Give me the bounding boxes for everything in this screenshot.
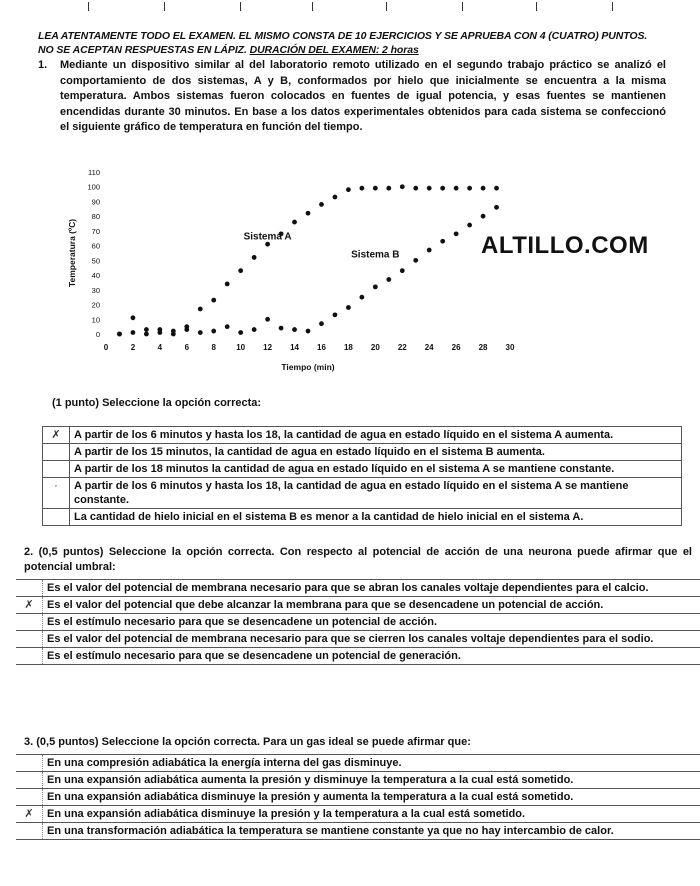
sistema-b-point (184, 324, 189, 329)
question-1 (38, 58, 666, 136)
sistema-a-point (373, 186, 378, 191)
sistema-b-point (481, 214, 486, 219)
sistema-b-point (467, 223, 472, 228)
x-tick-label: 28 (478, 343, 488, 352)
x-tick-label: 24 (424, 343, 434, 352)
sistema-a-point (454, 186, 459, 191)
sistema-b-point (386, 277, 391, 282)
option-row[interactable] (43, 444, 682, 461)
sistema-a-point (252, 255, 257, 260)
answer-mark[interactable] (16, 772, 43, 789)
sistema-a-point (333, 195, 338, 200)
temperature-chart (60, 160, 530, 380)
option-row[interactable] (16, 631, 700, 648)
option-row[interactable] (43, 478, 682, 509)
y-tick-label: 40 (91, 271, 100, 281)
question-1-text: Mediante un dispositivo similar al del laboratorio remoto utilizado en el segundo trabajo práctico se analizó el comportamiento de dos sistemas, A y B, conformados por hielo que inicialmente se encuentra a la misma temperatura. Ambos sistemas fueron colocados en fuentes de igual potencia, y esas fuentes se mantienen encendidas durante 30 minutos. En base a los datos experimentales obtenidos para cada sistema se confeccionó el siguiente gráfico de temperatura en función del tiempo. (60, 59, 666, 133)
x-tick-label: 2 (130, 343, 136, 352)
y-axis-label: Temperatura (ºC) (67, 218, 77, 288)
sistema-b-label: Sistema B (351, 249, 400, 261)
sistema-a-point (413, 186, 418, 191)
sistema-b-point (117, 332, 122, 337)
x-tick-label: 12 (263, 343, 273, 352)
sistema-b-point (144, 332, 149, 337)
option-text: La cantidad de hielo inicial en el sistema B es menor a la cantidad de hielo inicial en el sistema A. (70, 509, 682, 526)
question-3-options (16, 754, 700, 840)
x-tick-label: 22 (397, 343, 407, 352)
option-text: En una expansión adiabática disminuye la presión y aumenta la temperatura a la cual está sometido. (43, 789, 700, 806)
sistema-b-point (440, 239, 445, 244)
sistema-b-point (131, 330, 136, 335)
option-text: Es el valor del potencial que debe alcanzar la membrana para que se desencadene un potencial de acción. (43, 597, 700, 614)
sistema-b-point (171, 332, 176, 337)
sistema-a-point (306, 211, 311, 216)
sistema-a-point (427, 186, 432, 191)
y-tick-label: 20 (91, 300, 100, 310)
x-tick-label: 4 (157, 343, 163, 352)
header-line-2 (38, 44, 678, 58)
sistema-a-point (481, 186, 486, 191)
x-tick-label: 26 (451, 343, 461, 352)
question-1-points: (1 punto) Seleccione la opción correcta: (52, 397, 262, 409)
question-1-options (42, 426, 682, 526)
answer-mark[interactable] (16, 823, 43, 840)
exam-duration: DURACIÓN DEL EXAMEN: 2 horas (249, 43, 419, 56)
x-tick-label: 30 (505, 343, 515, 352)
sistema-b-point (238, 330, 243, 335)
header-line-1: LEA ATENTAMENTE TODO EL EXAMEN. EL MISMO CONSTA DE 10 EJERCICIOS Y SE APRUEBA CON 4 (CUATRO) PUNTOS. (38, 30, 648, 42)
option-row[interactable] (16, 597, 700, 614)
option-text: Es el valor del potencial de membrana necesario para que se abran los canales voltaje dependientes para el calcio. (43, 580, 700, 597)
answer-mark[interactable] (16, 631, 43, 648)
x-tick-label: 14 (290, 343, 299, 352)
sistema-a-point (400, 184, 405, 189)
option-row[interactable] (16, 614, 700, 631)
option-text: Es el estímulo necesario para que se desencadene un potencial de acción. (43, 614, 700, 631)
y-tick-label: 10 (91, 315, 100, 325)
option-text: En una transformación adiabática la temperatura se mantiene constante ya que no hay intercambio de calor. (43, 823, 700, 840)
option-text: A partir de los 15 minutos, la cantidad de agua en estado líquido en el sistema B aumenta. (70, 444, 682, 461)
option-row[interactable] (43, 509, 682, 526)
sistema-b-point (333, 312, 338, 317)
sistema-b-point (413, 258, 418, 263)
y-tick-label: 30 (91, 285, 100, 295)
option-row[interactable] (43, 427, 682, 444)
sistema-a-point (386, 186, 391, 191)
answer-mark[interactable] (16, 614, 43, 631)
answer-mark[interactable]: · (43, 478, 70, 509)
x-tick-label: 18 (343, 343, 353, 352)
option-text: Es el valor del potencial de membrana necesario para que se cierren los canales voltaje dependientes para el sodio. (43, 631, 700, 648)
x-axis-label: Tiempo (min) (281, 362, 335, 372)
sistema-b-point (292, 327, 297, 332)
exam-header (38, 30, 678, 57)
x-tick-label: 10 (236, 343, 246, 352)
answer-mark[interactable] (16, 580, 43, 597)
sistema-a-point (211, 298, 216, 303)
sistema-b-point (346, 305, 351, 310)
sistema-b-point (400, 268, 405, 273)
y-tick-label: 0 (95, 330, 100, 339)
sistema-a-point (359, 186, 364, 191)
option-text: Es el estímulo necesario para que se desencadene un potencial de generación. (43, 648, 700, 665)
sistema-b-point (494, 205, 499, 210)
sistema-a-point (131, 315, 136, 320)
answer-mark[interactable] (16, 755, 43, 772)
option-row[interactable] (16, 823, 700, 840)
sistema-b-point (265, 317, 270, 322)
answer-mark[interactable]: ✗ (16, 806, 43, 823)
sistema-a-point (346, 187, 351, 192)
y-tick-label: 100 (87, 182, 100, 192)
x-tick-label: 8 (211, 343, 216, 352)
sistema-a-label: Sistema A (243, 231, 292, 243)
sistema-b-point (373, 284, 378, 289)
y-tick-label: 50 (91, 256, 100, 266)
sistema-a-point (198, 307, 203, 312)
question-1-number: 1. (38, 59, 48, 71)
answer-mark[interactable]: ✗ (43, 427, 70, 444)
answer-mark[interactable] (16, 789, 43, 806)
option-row[interactable] (43, 461, 682, 478)
sistema-b-point (359, 295, 364, 300)
sistema-b-point (306, 329, 311, 334)
sistema-b-point (454, 231, 459, 236)
sistema-a-point (440, 186, 445, 191)
sistema-b-point (157, 327, 162, 332)
top-scan-ticks (60, 2, 640, 12)
sistema-a-point (494, 186, 499, 191)
chart-axes (67, 168, 515, 372)
sistema-a-point (292, 220, 297, 225)
sistema-b-point (225, 324, 230, 329)
option-text: A partir de los 18 minutos la cantidad de agua en estado líquido en el sistema A se mantiene constante. (70, 461, 682, 478)
y-tick-label: 80 (91, 212, 100, 222)
x-tick-label: 16 (317, 343, 326, 352)
option-row[interactable] (16, 648, 700, 665)
option-text: En una expansión adiabática aumenta la presión y disminuye la temperatura a la cual está sometido. (43, 772, 700, 789)
chart-points (117, 184, 499, 336)
sistema-a-point (144, 327, 149, 332)
option-row[interactable] (16, 755, 700, 772)
header-line-2a: NO SE ACEPTAN RESPUESTAS EN LÁPIZ. (38, 43, 250, 56)
x-tick-label: 6 (184, 343, 190, 352)
question-2-text: 2. (0,5 puntos) Seleccione la opción correcta. Con respecto al potencial de acción de una neurona puede afirmar que el potencial umbral: (24, 546, 692, 573)
sistema-b-point (211, 329, 216, 334)
sistema-a-point (467, 186, 472, 191)
answer-mark[interactable]: ✗ (16, 597, 43, 614)
question-3-text: 3. (0,5 puntos) Seleccione la opción correcta. Para un gas ideal se puede afirmar que: (24, 736, 471, 748)
sistema-b-point (427, 248, 432, 253)
sistema-a-point (225, 282, 230, 287)
y-tick-label: 60 (91, 241, 100, 251)
x-tick-label: 20 (370, 343, 380, 352)
y-tick-label: 90 (91, 197, 100, 207)
answer-mark[interactable] (43, 461, 70, 478)
sistema-b-point (198, 330, 203, 335)
sistema-a-point (238, 268, 243, 273)
sistema-b-point (319, 321, 324, 326)
option-text: A partir de los 6 minutos y hasta los 18, la cantidad de agua en estado líquido en el sistema A se mantiene constante. (70, 478, 682, 509)
sistema-a-point (319, 202, 324, 207)
option-text: En una compresión adiabática la energía interna del gas disminuye. (43, 755, 700, 772)
x-tick-label: 0 (103, 343, 109, 352)
option-row[interactable] (16, 772, 700, 789)
answer-mark[interactable] (16, 648, 43, 665)
sistema-b-point (252, 327, 257, 332)
option-row[interactable] (16, 789, 700, 806)
option-row[interactable] (16, 580, 700, 597)
sistema-b-point (279, 326, 284, 331)
option-text: En una expansión adiabática disminuye la presión y la temperatura a la cual está sometido. (43, 806, 700, 823)
answer-mark[interactable] (43, 444, 70, 461)
watermark: ALTILLO.COM (481, 232, 649, 259)
option-row[interactable] (16, 806, 700, 823)
y-tick-label: 70 (91, 226, 100, 236)
question-2-options (16, 579, 700, 665)
y-tick-label: 110 (88, 168, 100, 177)
answer-mark[interactable] (43, 509, 70, 526)
option-text: A partir de los 6 minutos y hasta los 18, la cantidad de agua en estado líquido en el sistema A aumenta. (70, 427, 682, 444)
